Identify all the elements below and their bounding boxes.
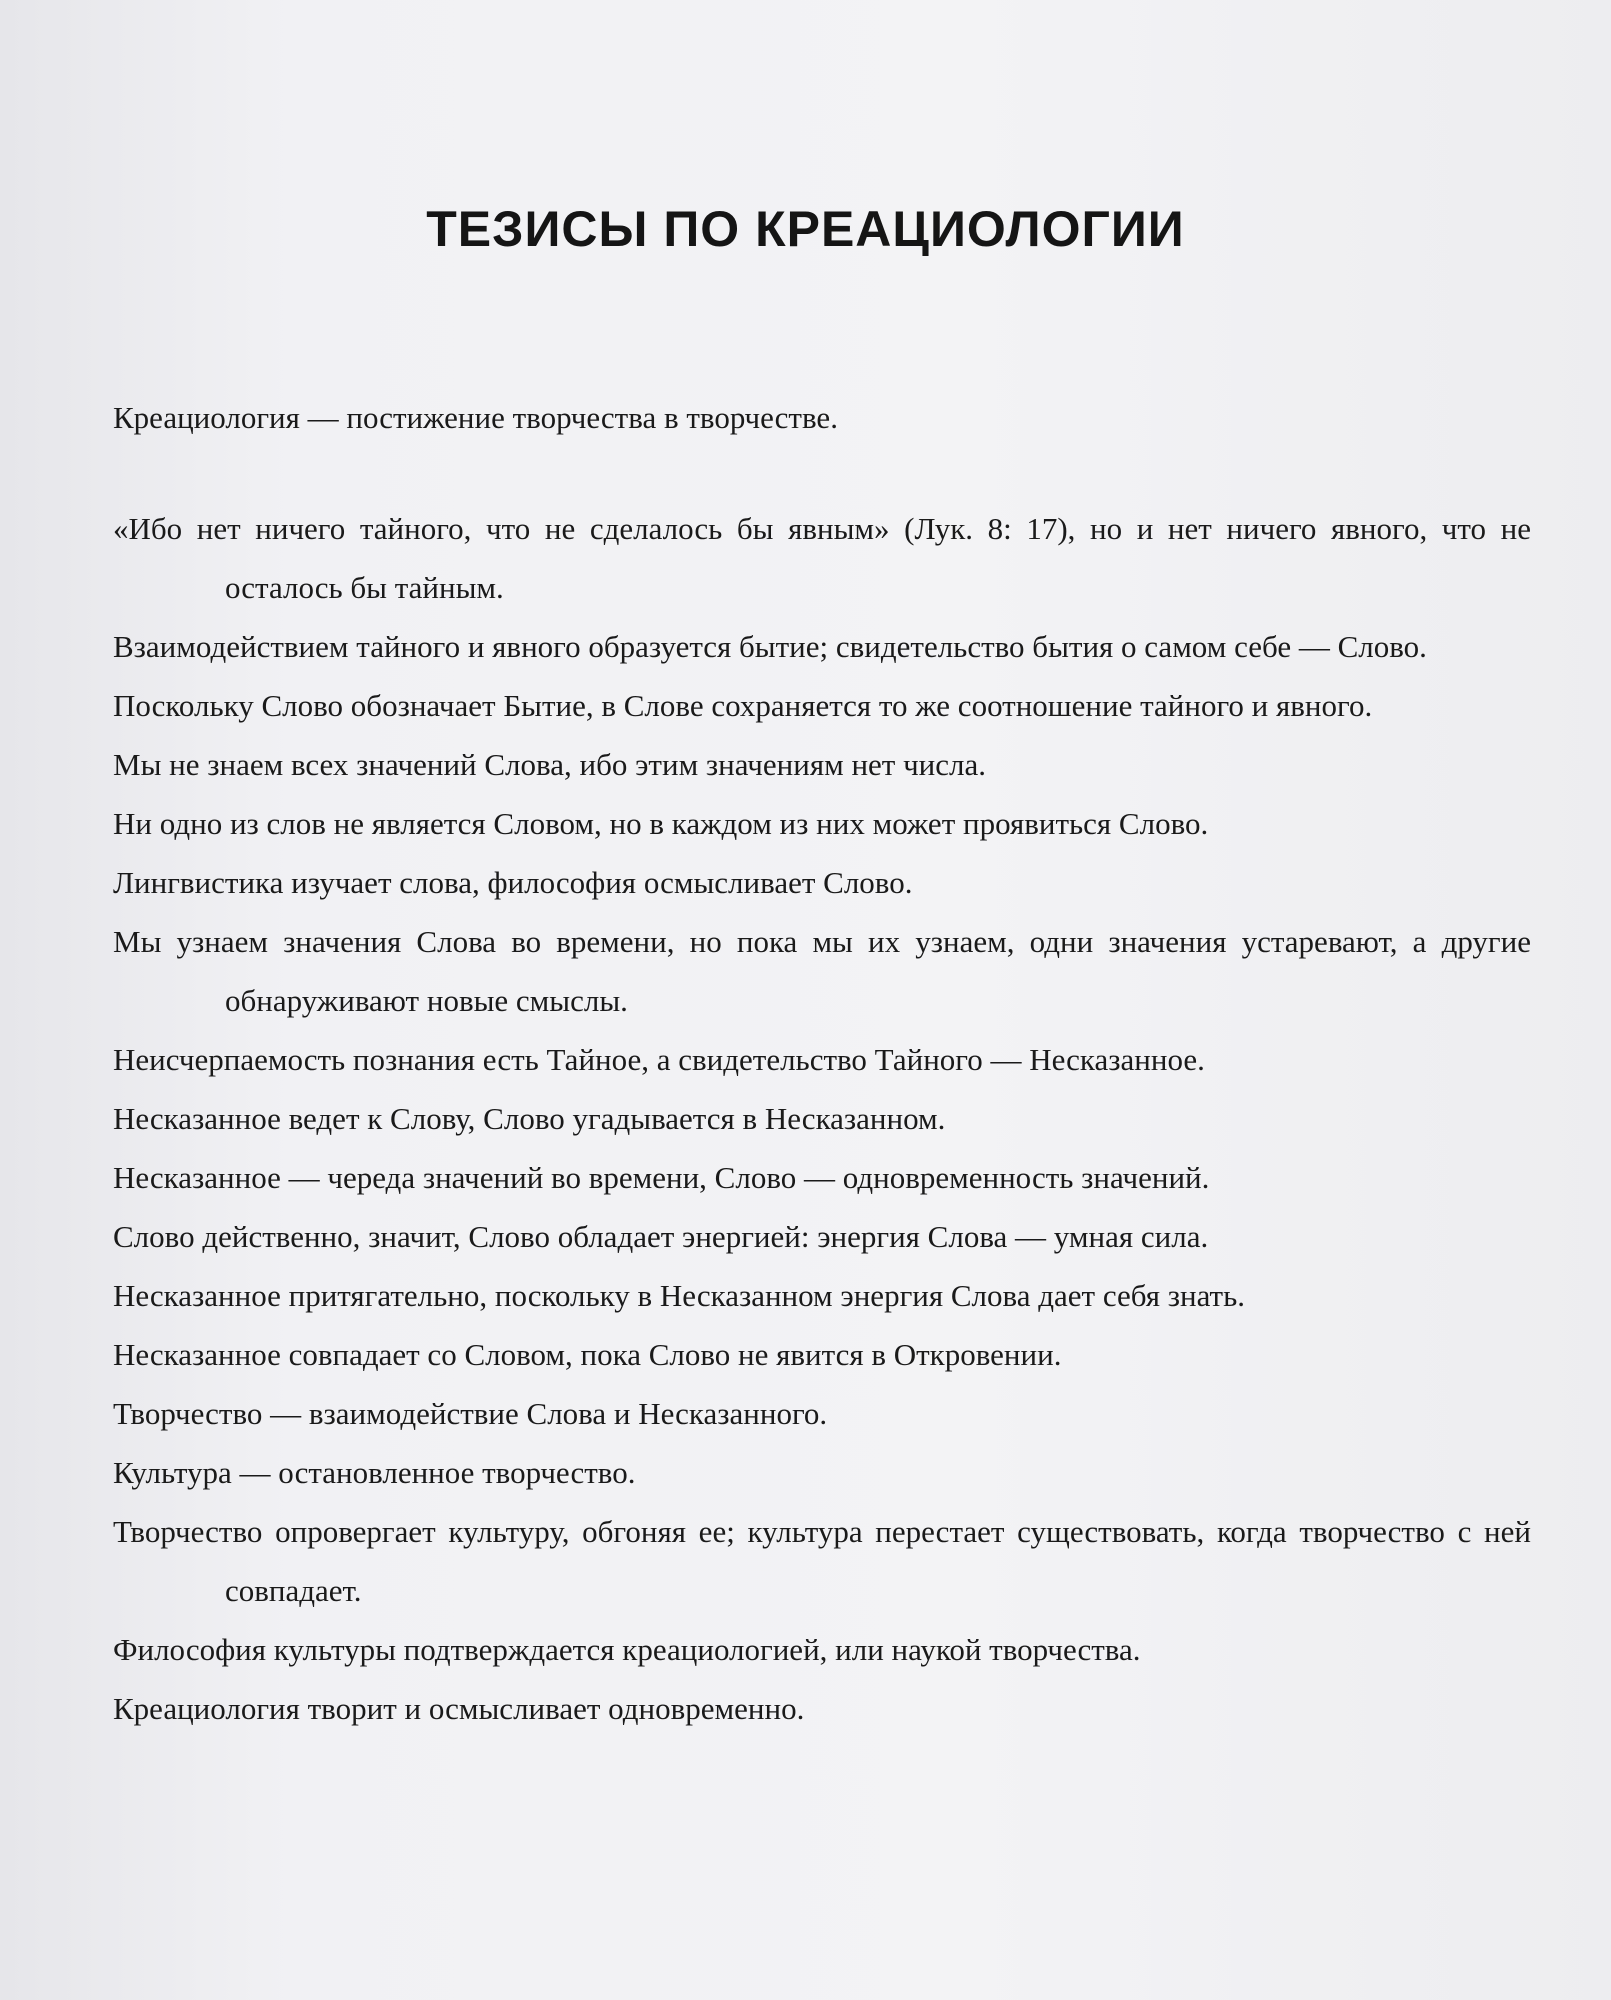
thesis-paragraph: «Ибо нет ничего тайного, что не сделалось бы явным» (Лук. 8: 17), но и нет ничего явного, что не осталось бы тайным.	[113, 511, 1531, 605]
thesis-paragraph: Философия культуры подтверждается креациологией, или наукой творчества.	[113, 1632, 1141, 1667]
thesis-paragraph: Креациология творит и осмысливает одновременно.	[113, 1691, 805, 1726]
thesis-paragraph: Несказанное совпадает со Словом, пока Слово не явится в Откровении.	[113, 1337, 1062, 1372]
thesis-paragraph: Креациология — постижение творчества в творчестве.	[113, 400, 838, 435]
thesis-paragraph: Мы узнаем значения Слова во времени, но пока мы их узнаем, одни значения устаревают, а другие обнаруживают новые смыслы.	[113, 924, 1531, 1018]
thesis-paragraph: Несказанное ведет к Слову, Слово угадывается в Несказанном.	[113, 1101, 946, 1136]
thesis-paragraph: Несказанное — череда значений во времени, Слово — одновременность значений.	[113, 1160, 1210, 1195]
thesis-paragraph: Несказанное притягательно, поскольку в Несказанном энергия Слова дает себя знать.	[113, 1278, 1245, 1313]
thesis-paragraph: Мы не знаем всех значений Слова, ибо этим значениям нет числа.	[113, 747, 987, 782]
thesis-paragraph: Культура — остановленное творчество.	[113, 1455, 636, 1490]
thesis-paragraph: Лингвистика изучает слова, философия осмысливает Слово.	[113, 865, 913, 900]
theses-list	[113, 388, 1531, 1738]
thesis-paragraph: Творчество опровергает культуру, обгоняя ее; культура перестает существовать, когда творчество с ней совпадает.	[113, 1514, 1531, 1608]
thesis-paragraph: Ни одно из слов не является Словом, но в каждом из них может проявиться Слово.	[113, 806, 1209, 841]
thesis-paragraph: Неисчерпаемость познания есть Тайное, а свидетельство Тайного — Несказанное.	[113, 1042, 1205, 1077]
page-title: ТЕЗИСЫ ПО КРЕАЦИОЛОГИИ	[426, 201, 1185, 257]
thesis-paragraph: Поскольку Слово обозначает Бытие, в Слове сохраняется то же соотношение тайного и явного.	[113, 688, 1373, 723]
thesis-paragraph: Творчество — взаимодействие Слова и Несказанного.	[113, 1396, 828, 1431]
thesis-paragraph: Взаимодействием тайного и явного образуется бытие; свидетельство бытия о самом себе — Слово.	[113, 629, 1427, 664]
thesis-paragraph: Слово действенно, значит, Слово обладает энергией: энергия Слова — умная сила.	[113, 1219, 1209, 1254]
